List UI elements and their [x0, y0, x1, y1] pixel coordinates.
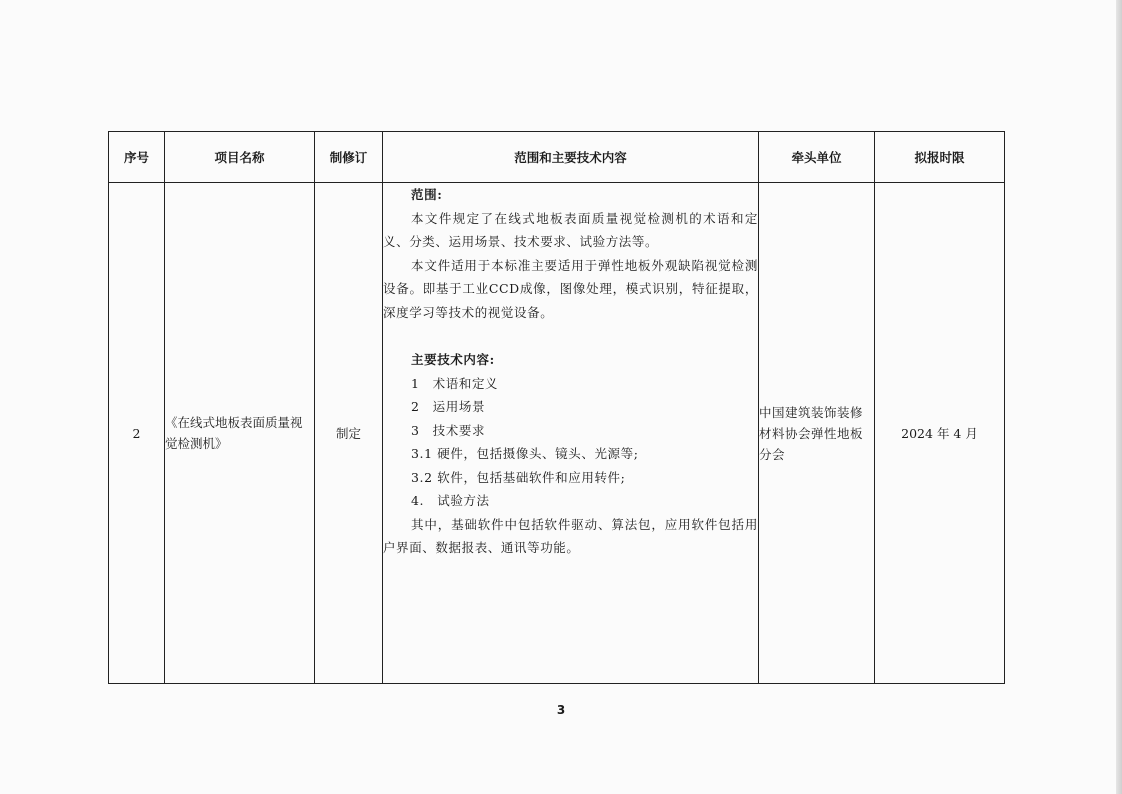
tech-note: 其中，基础软件中包括软件驱动、算法包，应用软件包括用户界面、数据报表、通讯等功能。 [383, 516, 758, 555]
header-lead-unit: 牵头单位 [759, 132, 875, 183]
page-number: 3 [556, 703, 566, 717]
tech-item: 1 术语和定义 [411, 375, 499, 391]
header-scope-content: 范围和主要技术内容 [383, 132, 759, 183]
scope-paragraph-2: 本文件适用于本标准主要适用于弹性地板外观缺陷视觉检测设备。即基于工业CCD成像，图像处理，模式识别，特征提取，深度学习等技术的视觉设备。 [383, 257, 758, 320]
tech-content-title: 主要技术内容: [411, 352, 495, 367]
scope-title: 范围: [411, 187, 443, 202]
header-seq: 序号 [109, 132, 165, 183]
tech-item: 2 运用场景 [411, 399, 486, 414]
table-row [109, 183, 1005, 684]
header-revision: 制修订 [315, 132, 383, 183]
scope-paragraph-1: 本文件规定了在线式地板表面质量视觉检测机的术语和定义、分类、运用场景、技术要求、试验方法等。 [383, 210, 758, 249]
revision-cell: 制定 [315, 183, 383, 684]
tech-item: 4. 试验方法 [411, 493, 490, 508]
scope-content-cell [383, 183, 759, 684]
project-table [108, 131, 1005, 684]
tech-item: 3 技术要求 [411, 422, 486, 438]
tech-item: 3.2 软件，包括基础软件和应用转件; [411, 469, 626, 485]
lead-unit-cell: 中国建筑装饰装修材料协会弹性地板分会 [759, 183, 875, 684]
planned-time-cell: 2024 年 4 月 [875, 183, 1005, 684]
table-header-row [109, 132, 1005, 183]
header-planned-time: 拟报时限 [875, 132, 1005, 183]
tech-item: 3.1 硬件，包括摄像头、镜头、光源等; [411, 446, 639, 461]
header-project-name: 项目名称 [165, 132, 315, 183]
project-name-cell: 《在线式地板表面质量视觉检测机》 [165, 183, 315, 684]
page-edge [1116, 0, 1122, 794]
seq-cell: 2 [109, 183, 165, 684]
